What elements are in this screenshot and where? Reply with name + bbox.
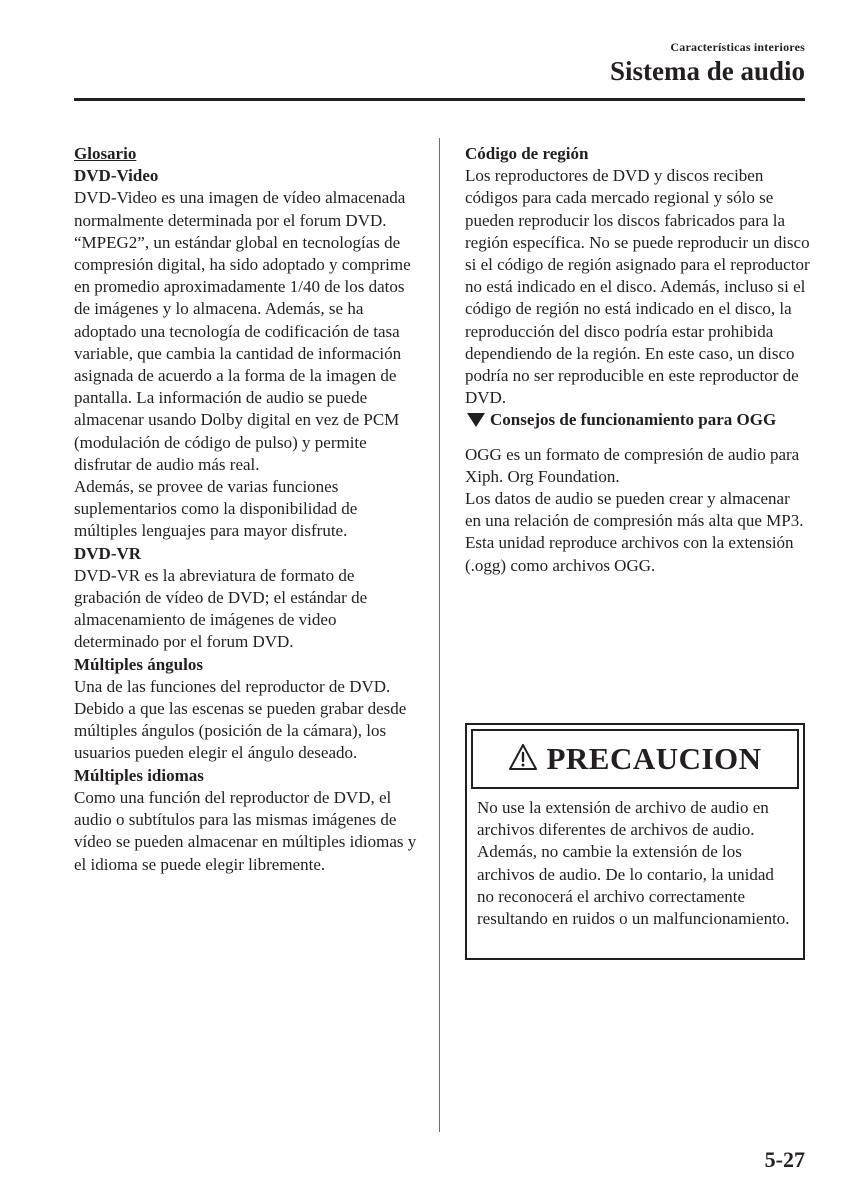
caution-header [471,729,799,789]
ogg-text-2: Los datos de audio se pueden crear y almacenar en una relación de compresión más alta que MP3. [465,489,804,531]
warning-triangle-icon [508,743,538,776]
header-rule [74,98,805,101]
languages-text: Como una función del reproductor de DVD, el audio o subtítulos para las mismas imágenes de vídeo se pueden almacenar en múltiples idiomas y el idioma se puede elegir libremente. [74,787,417,874]
right-column [465,143,810,577]
languages-heading: Múltiples idiomas [74,765,204,785]
mpeg2-text: “MPEG2”, un estándar global en tecnologías de compresión digital, ha sido adoptado y comprime en promedio aproximadamente 1/40 de los datos de imágenes y lo almacena. Además, se ha adoptado una tecnología de codificación de tasa variable, que cambia la cantidad de información asignada de acuerdo a la forma de la imagen de pantalla. La información de audio se puede almacenar usando Dolby digital en vez de PCM (modulación de código de pulso) y permite disfrutar de audio más real. [74,232,411,474]
dvd-video-text: DVD-Video es una imagen de vídeo almacenada normalmente determinada por el forum DVD. [74,188,406,230]
ogg-text-1: OGG es un formato de compresión de audio para Xiph. Org Foundation. [465,444,800,486]
page-number: 5-27 [764,1147,805,1172]
ogg-text-3: Esta unidad reproduce archivos con la extensión (.ogg) como archivos OGG. [465,533,794,575]
column-divider [439,138,440,1132]
left-column [74,143,419,876]
caution-text: No use la extensión de archivo de audio en archivos diferentes de archivos de audio. Además, no cambie la extensión de los archivos de audio. De lo contario, la unidad no reconocerá el archivo correctamente resultando en ruidos o un malfuncionamiento. [477,798,790,929]
ogg-heading-text: Consejos de funcionamiento para OGG [490,410,777,430]
caution-title: PRECAUCION [546,741,762,776]
dvd-video-heading: DVD-Video [74,166,159,186]
supplementary-text: Además, se provee de varias funciones suplementarios como la disponibilidad de múltiples lenguajes para mayor disfrute. [74,477,358,541]
region-text: Los reproductores de DVD y discos reciben códigos para cada mercado regional y sólo se pueden reproducir los discos fabricados para la región específica. No se puede reproducir un disco si el código de región asignado para el reproductor no está indicado en el disco. Además, incluso si el código de región no está indicado en el disco, la reproducción del disco podría estar prohibida dependiendo de la región. En este caso, un disco podría no ser reproducible en este reproductor de DVD. [465,166,810,408]
angles-heading: Múltiples ángulos [74,654,203,674]
page-title: Sistema de audio [609,56,805,86]
region-heading: Código de región [465,144,589,163]
triangle-bullet-icon [467,413,485,427]
glossary-heading: Glosario [74,144,137,163]
angles-text: Una de las funciones del reproductor de DVD. Debido a que las escenas se pueden grabar desde múltiples ángulos (posición de la cámara), los usuarios pueden elegir el ángulo deseado. [74,676,407,763]
caution-box [465,723,805,960]
dvd-vr-heading: DVD-VR [74,543,142,563]
dvd-vr-text: DVD-VR es la abreviatura de formato de grabación de vídeo de DVD; el estándar de almacenamiento de imágenes de video determinado por el forum DVD. [74,565,368,652]
section-label: Características interiores [670,40,805,54]
ogg-heading [465,409,810,431]
